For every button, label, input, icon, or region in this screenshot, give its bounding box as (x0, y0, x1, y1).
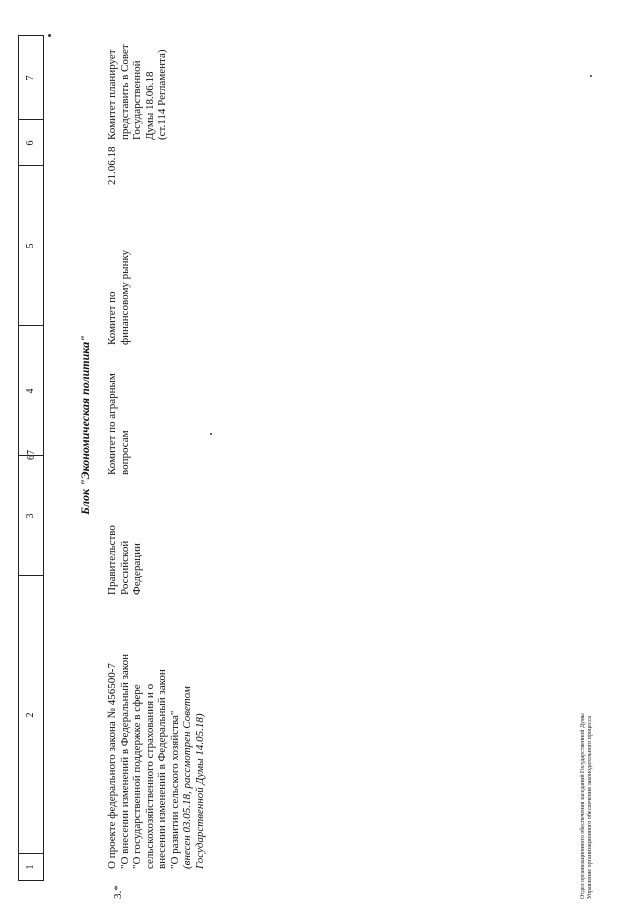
footer (580, 713, 594, 899)
remark-line: Думы 18.06.18 (143, 71, 156, 140)
scan-speck (590, 75, 592, 77)
remark-line: Государственной (131, 60, 143, 140)
initiator-line: Правительство (106, 525, 118, 595)
bill-title-line: сельскохозяйственного страхования и о (143, 683, 156, 869)
co-executor-committee (106, 230, 131, 345)
initiator-line: Российской (118, 540, 131, 595)
responsible-line: вопросам (118, 430, 131, 475)
bill-description (106, 601, 206, 869)
bill-note-line: Государственной Думы 14.05.18) (193, 713, 206, 869)
initiator-line: Федерации (131, 543, 143, 595)
column-header: 6 (19, 119, 43, 166)
initiator (106, 499, 144, 595)
scan-speck (210, 433, 212, 435)
footer-line: Отдел организационного обеспечения заседаний Государственной Думы (580, 713, 586, 899)
page-number: 67 (26, 450, 37, 460)
column-header: 5 (19, 165, 43, 326)
bill-title-line: внесении изменений в Федеральный закон (156, 669, 168, 869)
bill-title-line: "О развитии сельского хозяйства" (168, 710, 181, 869)
item-number: 3.* (112, 885, 124, 899)
date: 21.06.18 (106, 146, 118, 185)
remark-line: (ст.114 Регламента) (156, 49, 168, 140)
column-header: 4 (19, 325, 43, 456)
column-header: 2 (19, 575, 43, 854)
column-header: 1 (19, 853, 43, 880)
bill-title-line: О проекте федерального закона № 456500-7 (106, 663, 118, 869)
scan-speck (48, 34, 51, 37)
column-header: 7 (25, 75, 36, 81)
bill-title-line: "О внесении изменений в Федеральный закон (118, 654, 131, 869)
remark-line: Комитет планирует (106, 49, 118, 140)
responsible-committee (106, 365, 131, 475)
remark-line: представить в Совет (118, 44, 131, 140)
bill-title-line: "О государственной поддержке в сфере (131, 684, 143, 869)
footer-line: Управление организационного обеспечения законодательного процесса (587, 716, 593, 899)
co-executor-line: Комитет по (106, 291, 118, 345)
column-header: 3 (19, 455, 43, 576)
column-header-row (18, 35, 44, 881)
co-executor-line: финансовому рынку (118, 249, 131, 345)
responsible-line: Комитет по аграрным (106, 373, 118, 475)
bill-note-line: (внесен 03.05.18, рассмотрен Советом (181, 686, 193, 869)
block-title: Блок "Экономическая политика" (78, 335, 92, 515)
remark (106, 36, 169, 140)
